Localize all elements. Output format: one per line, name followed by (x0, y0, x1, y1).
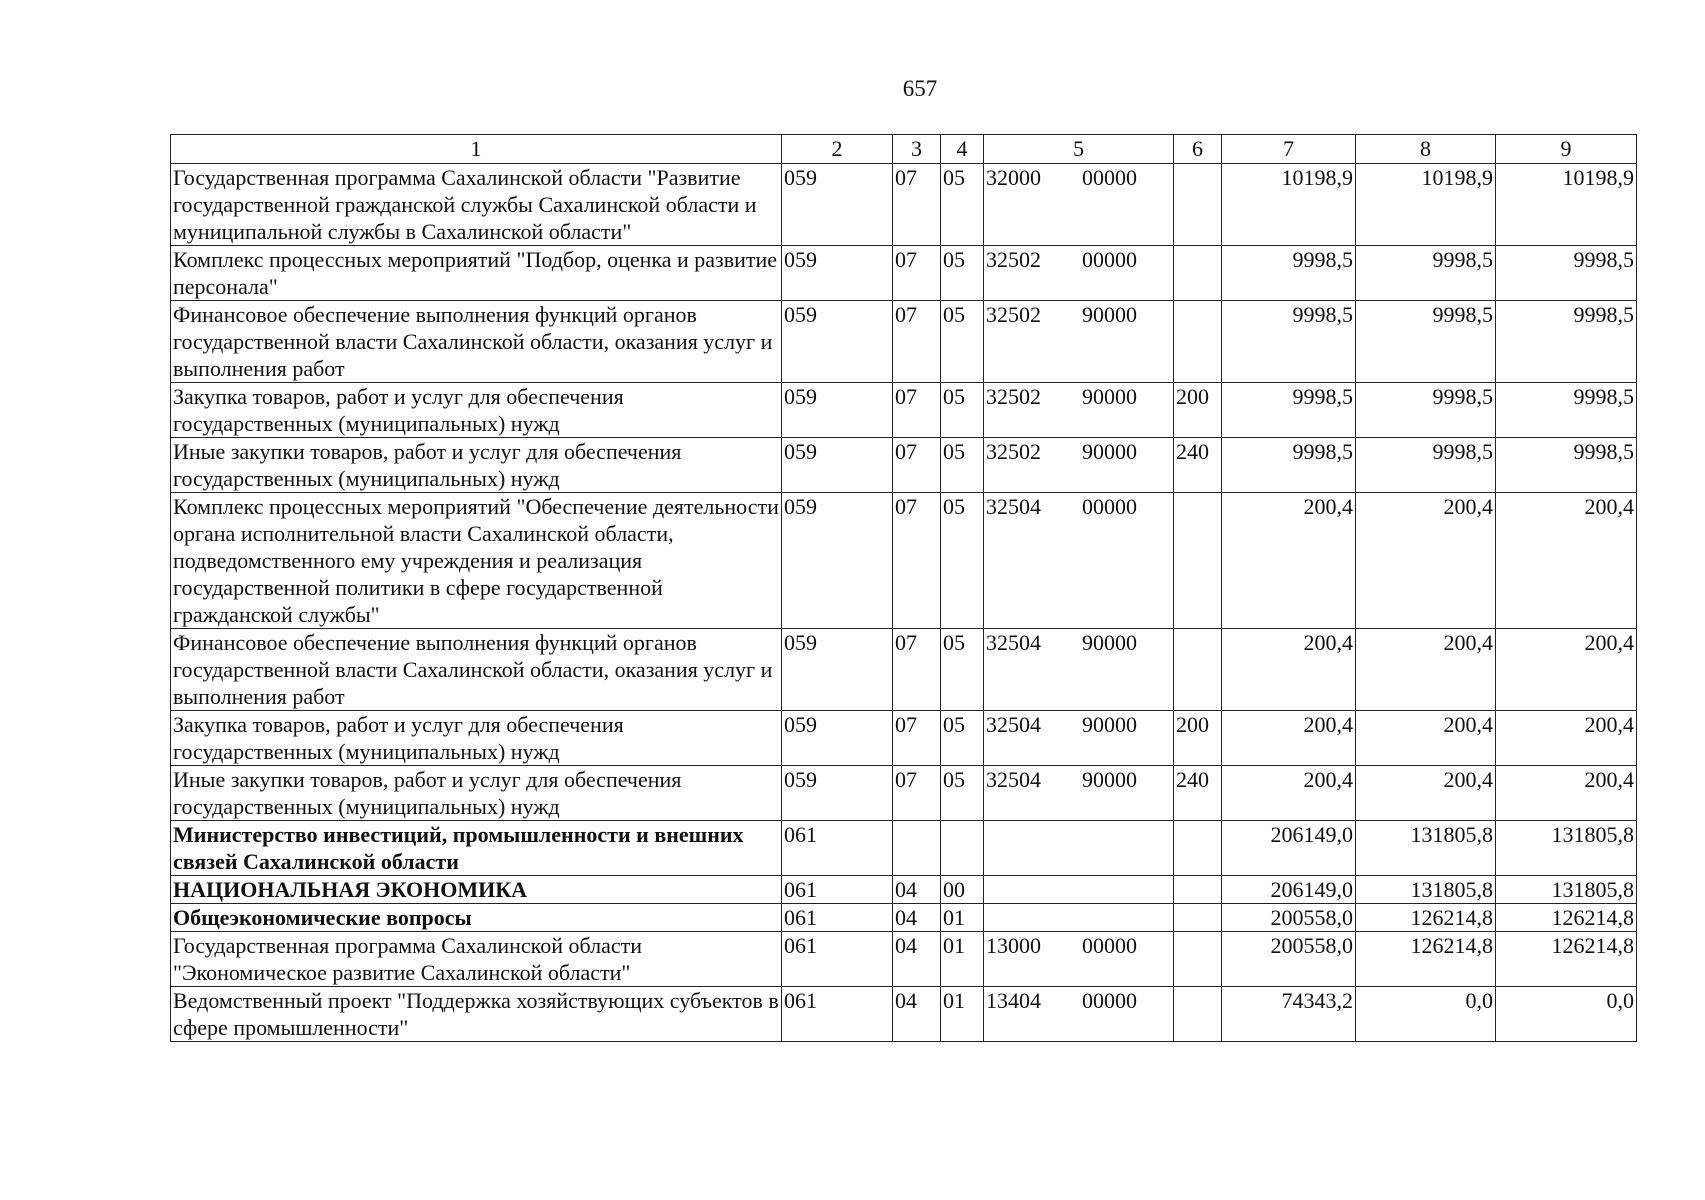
row-name-cell: Финансовое обеспечение выполнения функций органов государственной власти Сахалинской области, оказания услуг и выполнения работ (171, 629, 782, 711)
subsection-code-cell: 05 (941, 766, 984, 821)
target-article-direction: 90000 (1082, 302, 1137, 327)
target-article-cell (984, 493, 1174, 629)
row-name-cell: Государственная программа Сахалинской области "Экономическое развитие Сахалинской области" (171, 932, 782, 987)
amount-col9-cell: 0,0 (1496, 987, 1637, 1042)
target-article-direction: 00000 (1082, 494, 1137, 519)
section-code-cell: 04 (893, 987, 941, 1042)
amount-col7-cell: 9998,5 (1222, 246, 1356, 301)
amount-col9-cell: 126214,8 (1496, 904, 1637, 932)
admin-code-cell: 059 (782, 383, 893, 438)
table-row (171, 766, 1637, 821)
row-name-cell: Комплекс процессных мероприятий "Обеспечение деятельности органа исполнительной власти Сахалинской области, подведомственного ему учреждения и реализация государственной политики в сфере государственной гражданской службы" (171, 493, 782, 629)
target-article-cell (984, 629, 1174, 711)
table-row (171, 301, 1637, 383)
section-code-cell: 04 (893, 932, 941, 987)
subsection-code-cell (941, 821, 984, 876)
section-code-cell: 07 (893, 438, 941, 493)
target-article-cell (984, 246, 1174, 301)
admin-code-cell: 059 (782, 301, 893, 383)
header-cell: 7 (1222, 135, 1356, 164)
row-name-cell: Общеэкономические вопросы (171, 904, 782, 932)
target-article-program: 32000 (986, 165, 1041, 190)
target-article-cell (984, 164, 1174, 246)
header-cell: 8 (1356, 135, 1496, 164)
subsection-code-cell: 05 (941, 629, 984, 711)
admin-code-cell: 059 (782, 493, 893, 629)
table-body (171, 164, 1637, 1042)
amount-col7-cell: 206149,0 (1222, 876, 1356, 904)
section-code-cell: 07 (893, 493, 941, 629)
admin-code-cell: 061 (782, 987, 893, 1042)
amount-col7-cell: 200558,0 (1222, 904, 1356, 932)
table-row (171, 711, 1637, 766)
section-code-cell: 07 (893, 246, 941, 301)
expense-type-cell (1174, 932, 1222, 987)
amount-col9-cell: 9998,5 (1496, 301, 1637, 383)
target-article-program: 32504 (986, 712, 1041, 737)
target-article-program: 32504 (986, 630, 1041, 655)
section-code-cell: 07 (893, 164, 941, 246)
admin-code-cell: 059 (782, 711, 893, 766)
header-row (171, 135, 1637, 164)
amount-col9-cell: 131805,8 (1496, 821, 1637, 876)
table-row (171, 438, 1637, 493)
subsection-code-cell: 05 (941, 301, 984, 383)
target-article-direction: 00000 (1082, 247, 1137, 272)
row-name-cell: НАЦИОНАЛЬНАЯ ЭКОНОМИКА (171, 876, 782, 904)
table-row (171, 904, 1637, 932)
amount-col8-cell: 131805,8 (1356, 821, 1496, 876)
amount-col7-cell: 9998,5 (1222, 383, 1356, 438)
subsection-code-cell: 05 (941, 383, 984, 438)
row-name-cell: Министерство инвестиций, промышленности и внешних связей Сахалинской области (171, 821, 782, 876)
expense-type-cell (1174, 246, 1222, 301)
target-article-direction: 90000 (1082, 767, 1137, 792)
target-article-cell (984, 932, 1174, 987)
amount-col9-cell: 200,4 (1496, 766, 1637, 821)
expense-type-cell (1174, 821, 1222, 876)
target-article-direction: 90000 (1082, 384, 1137, 409)
table-row (171, 876, 1637, 904)
table-row (171, 987, 1637, 1042)
expense-type-cell (1174, 904, 1222, 932)
table-row (171, 493, 1637, 629)
section-code-cell: 04 (893, 904, 941, 932)
section-code-cell: 07 (893, 766, 941, 821)
subsection-code-cell: 05 (941, 164, 984, 246)
target-article-program: 32502 (986, 247, 1041, 272)
target-article-cell (984, 383, 1174, 438)
amount-col8-cell: 200,4 (1356, 766, 1496, 821)
amount-col7-cell: 200,4 (1222, 711, 1356, 766)
header-cell: 4 (941, 135, 984, 164)
subsection-code-cell: 05 (941, 493, 984, 629)
target-article-direction: 90000 (1082, 439, 1137, 464)
subsection-code-cell: 01 (941, 932, 984, 987)
row-name-cell: Иные закупки товаров, работ и услуг для обеспечения государственных (муниципальных) нужд (171, 438, 782, 493)
amount-col9-cell: 200,4 (1496, 493, 1637, 629)
table-row (171, 629, 1637, 711)
row-name-cell: Комплекс процессных мероприятий "Подбор, оценка и развитие персонала" (171, 246, 782, 301)
target-article-cell (984, 711, 1174, 766)
expense-type-cell (1174, 987, 1222, 1042)
expense-type-cell (1174, 164, 1222, 246)
amount-col7-cell: 200,4 (1222, 493, 1356, 629)
amount-col9-cell: 9998,5 (1496, 246, 1637, 301)
header-cell: 2 (782, 135, 893, 164)
amount-col8-cell: 9998,5 (1356, 246, 1496, 301)
amount-col9-cell: 131805,8 (1496, 876, 1637, 904)
amount-col8-cell: 10198,9 (1356, 164, 1496, 246)
amount-col9-cell: 10198,9 (1496, 164, 1637, 246)
row-name-cell: Закупка товаров, работ и услуг для обеспечения государственных (муниципальных) нужд (171, 711, 782, 766)
amount-col7-cell: 9998,5 (1222, 301, 1356, 383)
expense-type-cell (1174, 876, 1222, 904)
admin-code-cell: 061 (782, 932, 893, 987)
target-article-program: 32504 (986, 494, 1041, 519)
header-cell: 1 (171, 135, 782, 164)
subsection-code-cell: 00 (941, 876, 984, 904)
amount-col7-cell: 74343,2 (1222, 987, 1356, 1042)
expense-type-cell: 200 (1174, 711, 1222, 766)
row-name-cell: Финансовое обеспечение выполнения функций органов государственной власти Сахалинской области, оказания услуг и выполнения работ (171, 301, 782, 383)
target-article-cell (984, 301, 1174, 383)
amount-col8-cell: 9998,5 (1356, 383, 1496, 438)
expense-type-cell: 240 (1174, 438, 1222, 493)
target-article-cell (984, 438, 1174, 493)
amount-col8-cell: 200,4 (1356, 493, 1496, 629)
amount-col8-cell: 131805,8 (1356, 876, 1496, 904)
expense-type-cell (1174, 301, 1222, 383)
admin-code-cell: 059 (782, 246, 893, 301)
table-row (171, 383, 1637, 438)
subsection-code-cell: 05 (941, 711, 984, 766)
row-name-cell: Иные закупки товаров, работ и услуг для обеспечения государственных (муниципальных) нужд (171, 766, 782, 821)
table-row (171, 246, 1637, 301)
expense-type-cell (1174, 493, 1222, 629)
section-code-cell: 04 (893, 876, 941, 904)
target-article-cell (984, 821, 1174, 876)
amount-col7-cell: 200,4 (1222, 629, 1356, 711)
target-article-program: 13000 (986, 933, 1041, 958)
subsection-code-cell: 05 (941, 438, 984, 493)
row-name-cell: Ведомственный проект "Поддержка хозяйствующих субъектов в сфере промышленности" (171, 987, 782, 1042)
amount-col8-cell: 126214,8 (1356, 904, 1496, 932)
amount-col7-cell: 206149,0 (1222, 821, 1356, 876)
amount-col9-cell: 200,4 (1496, 629, 1637, 711)
expense-type-cell: 200 (1174, 383, 1222, 438)
header-cell: 3 (893, 135, 941, 164)
subsection-code-cell: 01 (941, 987, 984, 1042)
amount-col8-cell: 9998,5 (1356, 301, 1496, 383)
target-article-direction: 00000 (1082, 988, 1137, 1013)
amount-col9-cell: 200,4 (1496, 711, 1637, 766)
page-number: 657 (902, 76, 938, 101)
amount-col8-cell: 200,4 (1356, 711, 1496, 766)
header-cell: 6 (1174, 135, 1222, 164)
admin-code-cell: 059 (782, 766, 893, 821)
table-row (171, 821, 1637, 876)
section-code-cell: 07 (893, 711, 941, 766)
amount-col8-cell: 9998,5 (1356, 438, 1496, 493)
budget-table (170, 134, 1637, 1042)
section-code-cell: 07 (893, 383, 941, 438)
subsection-code-cell: 01 (941, 904, 984, 932)
header-cell: 9 (1496, 135, 1637, 164)
target-article-direction: 00000 (1082, 165, 1137, 190)
target-article-direction: 90000 (1082, 712, 1137, 737)
amount-col8-cell: 0,0 (1356, 987, 1496, 1042)
section-code-cell: 07 (893, 629, 941, 711)
amount-col9-cell: 126214,8 (1496, 932, 1637, 987)
row-name-cell: Закупка товаров, работ и услуг для обеспечения государственных (муниципальных) нужд (171, 383, 782, 438)
amount-col8-cell: 126214,8 (1356, 932, 1496, 987)
target-article-cell (984, 904, 1174, 932)
row-name-cell: Государственная программа Сахалинской области "Развитие государственной гражданской службы Сахалинской области и муниципальной службы в Сахалинской области" (171, 164, 782, 246)
amount-col7-cell: 200558,0 (1222, 932, 1356, 987)
target-article-direction: 00000 (1082, 933, 1137, 958)
header-cell: 5 (984, 135, 1174, 164)
admin-code-cell: 061 (782, 876, 893, 904)
table-row (171, 932, 1637, 987)
section-code-cell (893, 821, 941, 876)
target-article-cell (984, 876, 1174, 904)
expense-type-cell: 240 (1174, 766, 1222, 821)
target-article-direction: 90000 (1082, 630, 1137, 655)
admin-code-cell: 059 (782, 164, 893, 246)
amount-col9-cell: 9998,5 (1496, 383, 1637, 438)
target-article-program: 32502 (986, 302, 1041, 327)
target-article-cell (984, 987, 1174, 1042)
target-article-program: 32502 (986, 439, 1041, 464)
amount-col7-cell: 10198,9 (1222, 164, 1356, 246)
table-row (171, 164, 1637, 246)
target-article-cell (984, 766, 1174, 821)
amount-col8-cell: 200,4 (1356, 629, 1496, 711)
amount-col7-cell: 9998,5 (1222, 438, 1356, 493)
admin-code-cell: 061 (782, 904, 893, 932)
target-article-program: 13404 (986, 988, 1041, 1013)
amount-col9-cell: 9998,5 (1496, 438, 1637, 493)
target-article-program: 32504 (986, 767, 1041, 792)
target-article-program: 32502 (986, 384, 1041, 409)
section-code-cell: 07 (893, 301, 941, 383)
admin-code-cell: 059 (782, 629, 893, 711)
amount-col7-cell: 200,4 (1222, 766, 1356, 821)
admin-code-cell: 061 (782, 821, 893, 876)
expense-type-cell (1174, 629, 1222, 711)
subsection-code-cell: 05 (941, 246, 984, 301)
admin-code-cell: 059 (782, 438, 893, 493)
